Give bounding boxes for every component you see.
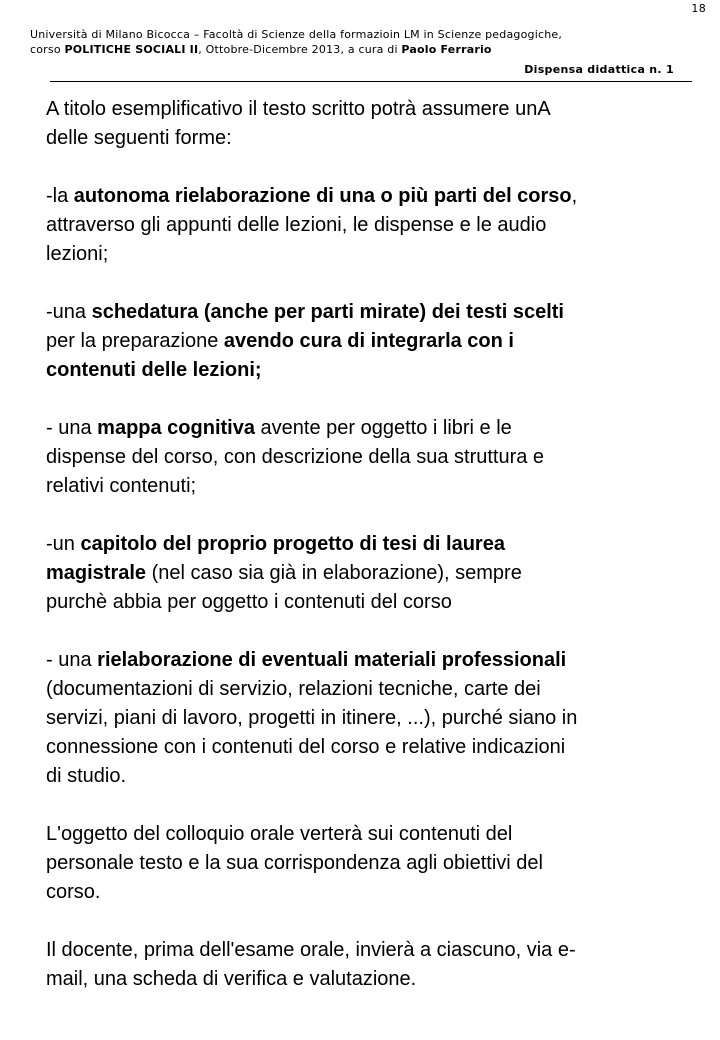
paragraph-colloquio-orale: [46, 820, 696, 907]
text-line: [46, 559, 696, 588]
paragraph-materiali-professionali: [46, 646, 696, 791]
text-line: [46, 646, 696, 675]
text-line: [46, 327, 696, 356]
header-divider: [50, 81, 692, 82]
header-course-prefix: corso: [30, 43, 65, 56]
text-line: lezioni;: [46, 243, 109, 265]
text-run: -un: [46, 533, 81, 555]
text-line: A titolo esemplificativo il testo scritto potrà assumere unA: [46, 98, 551, 120]
dispensa-label: Dispensa didattica n. 1: [524, 63, 674, 76]
text-line: purchè abbia per oggetto i contenuti del corso: [46, 591, 452, 613]
text-line: [46, 414, 696, 443]
header-course-line: [30, 42, 694, 57]
text-line: [46, 298, 696, 327]
text-run: - una: [46, 417, 98, 439]
header-course-dates: , Ottobre-Dicembre 2013, a cura di: [198, 43, 402, 56]
text-line: (documentazioni di servizio, relazioni tecniche, carte dei: [46, 678, 541, 700]
document-body: [46, 95, 696, 1023]
bold-run: schedatura (anche per parti mirate) dei testi scelti: [91, 301, 564, 323]
paragraph-schedatura: [46, 298, 696, 385]
text-line: connessione con i contenuti del corso e relative indicazioni: [46, 736, 566, 758]
text-line: corso.: [46, 881, 101, 903]
bold-run: magistrale: [46, 562, 147, 584]
bold-run: contenuti delle lezioni;: [46, 359, 262, 381]
bold-run: mappa cognitiva: [97, 417, 255, 439]
paragraph-autonoma-rielaborazione: [46, 182, 696, 269]
bold-run: rielaborazione di eventuali materiali professionali: [97, 649, 567, 671]
header-author: Paolo Ferrario: [401, 43, 492, 56]
text-line: servizi, piani di lavoro, progetti in itinere, ...), purché siano in: [46, 707, 578, 729]
text-line: delle seguenti forme:: [46, 127, 232, 149]
bold-run: avendo cura di integrarla con i: [223, 330, 514, 352]
text-line: relativi contenuti;: [46, 475, 197, 497]
page-header: [30, 27, 694, 57]
paragraph-scheda-verifica: [46, 936, 696, 994]
paragraph-capitolo-tesi: [46, 530, 696, 617]
text-line: L'oggetto del colloquio orale verterà sui contenuti del: [46, 823, 513, 845]
text-run: avente per oggetto i libri e le: [254, 417, 512, 439]
bold-run: autonoma rielaborazione di una o più parti del corso: [73, 185, 572, 207]
text-run: - una: [46, 649, 98, 671]
text-run: -una: [46, 301, 92, 323]
text-line: personale testo e la sua corrispondenza agli obiettivi del: [46, 852, 543, 874]
text-line: [46, 182, 696, 211]
text-run: per la preparazione: [46, 330, 224, 352]
text-line: mail, una scheda di verifica e valutazione.: [46, 968, 417, 990]
text-line: di studio.: [46, 765, 127, 787]
text-run: -la: [46, 185, 74, 207]
header-university-line: Università di Milano Bicocca – Facoltà di Scienze della formazioin LM in Scienze pedagogiche,: [30, 28, 563, 41]
header-course-name: POLITICHE SOCIALI II: [64, 43, 199, 56]
text-line: [46, 530, 696, 559]
text-line: attraverso gli appunti delle lezioni, le dispense e le audio: [46, 214, 547, 236]
bold-run: capitolo del proprio progetto di tesi di laurea: [80, 533, 505, 555]
text-line: Il docente, prima dell'esame orale, invierà a ciascuno, via e-: [46, 939, 576, 961]
page-number: 18: [691, 2, 706, 15]
text-run: ,: [571, 185, 578, 207]
text-line: dispense del corso, con descrizione della sua struttura e: [46, 446, 545, 468]
paragraph-intro: [46, 95, 696, 153]
paragraph-mappa-cognitiva: [46, 414, 696, 501]
text-line: [46, 356, 696, 385]
text-run: (nel caso sia già in elaborazione), sempre: [146, 562, 522, 584]
